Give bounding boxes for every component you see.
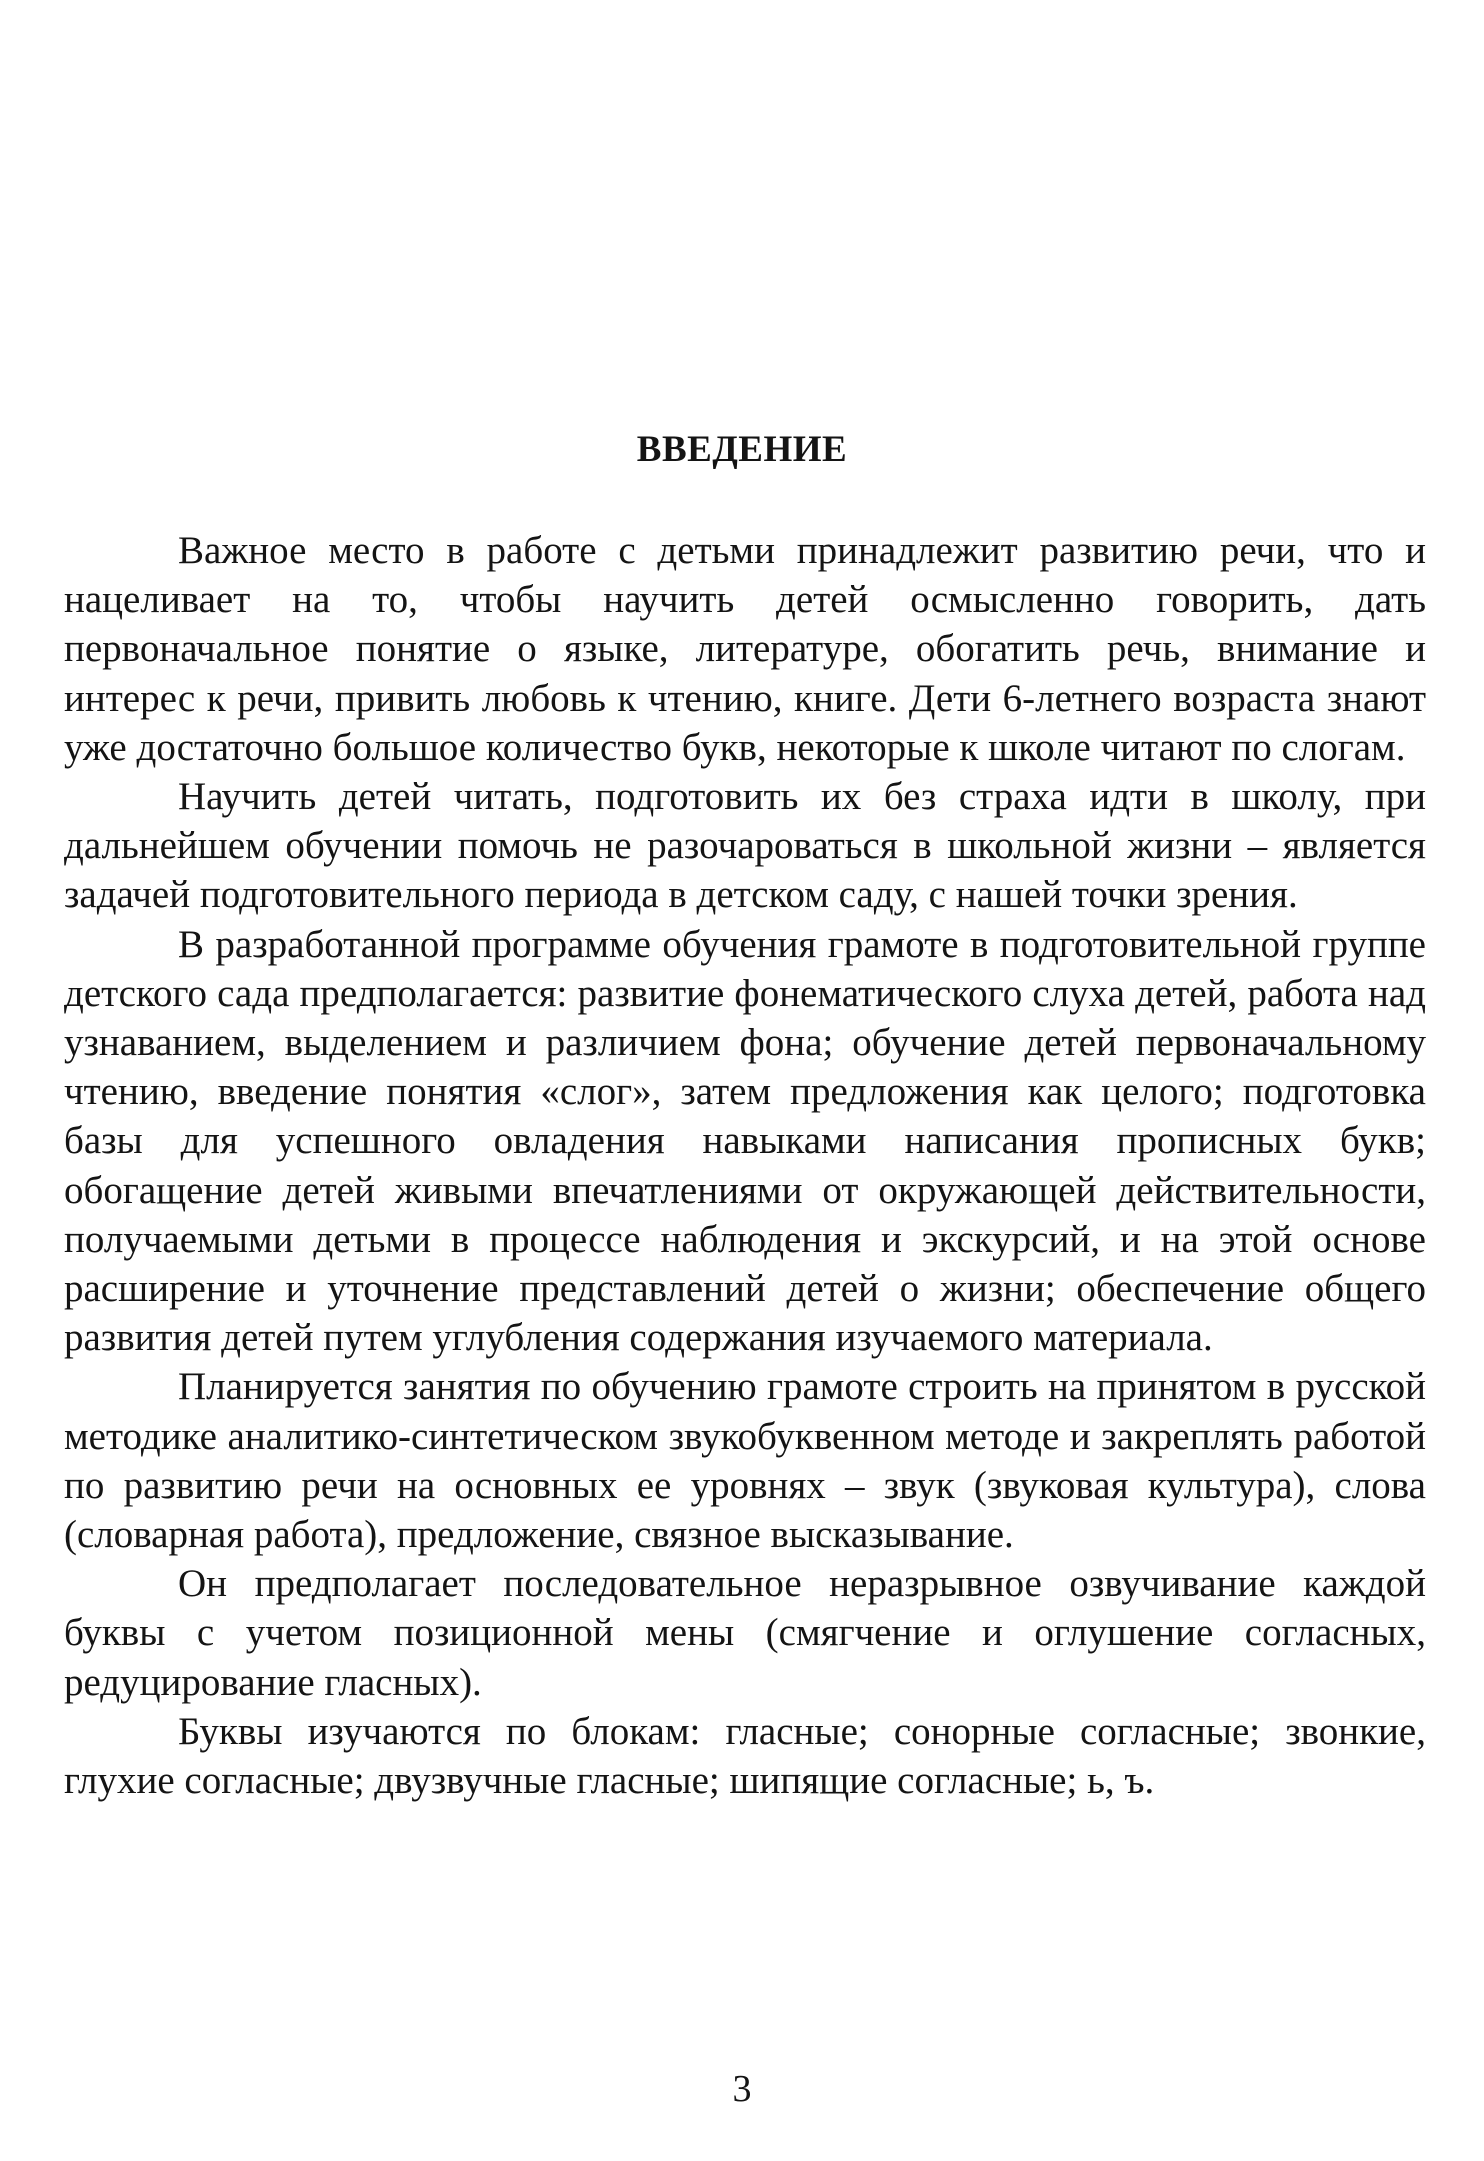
page-title: ВВЕДЕНИЕ — [636, 429, 848, 470]
page-number: 3 — [732, 2068, 752, 2110]
paragraph: Важное место в работе с детьми принадлежит развитию речи, что и нацеливает на то, чтобы научить детей осмысленно говорить, дать первоначальное понятие о языке, литературе, обогатить речь, внимание и интерес к речи, привить любовь к чтению, книге. Дети 6-летнего возраста знают уже достаточно большое количество букв, некоторые к школе читают по слогам. — [64, 529, 1426, 769]
paragraph: Планируется занятия по обучению грамоте строить на принятом в русской методике аналитико-синтетическом звукобуквенном методе и закреплять работой по развитию речи на основных ее уровнях – звук (звуковая культура), слова (словарная работа), предложение, связное высказывание. — [64, 1365, 1426, 1557]
paragraph: В разработанной программе обучения грамоте в подготовительной группе детского сада предполагается: развитие фонематического слуха детей, работа над узнаванием, выделением и различием фона; обучение детей первоначальному чтению, введение понятия «слог», затем предложения как целого; подготовка базы для успешного овладения навыками написания прописных букв; обогащение детей живыми впечатлениями от окружающей действительности, получаемыми детьми в процессе наблюдения и экскурсий, и на этой основе расширение и уточнение представлений детей о жизни; обеспечение общего развития детей путем углубления содержания изучаемого материала. — [64, 922, 1426, 1360]
body-text — [64, 526, 1426, 1805]
paragraph: Буквы изучаются по блокам: гласные; сонорные согласные; звонкие, глухие согласные; двузвучные гласные; шипящие согласные; ь, ъ. — [64, 1709, 1426, 1803]
paragraph: Он предполагает последовательное неразрывное озвучивание каждой буквы с учетом позиционной мены (смягчение и оглушение согласных, редуцирование гласных). — [64, 1562, 1426, 1704]
paragraph: Научить детей читать, подготовить их без страха идти в школу, при дальнейшем обучении помочь не разочароваться в школьной жизни – является задачей подготовительного периода в детском саду, с нашей точки зрения. — [64, 775, 1426, 917]
